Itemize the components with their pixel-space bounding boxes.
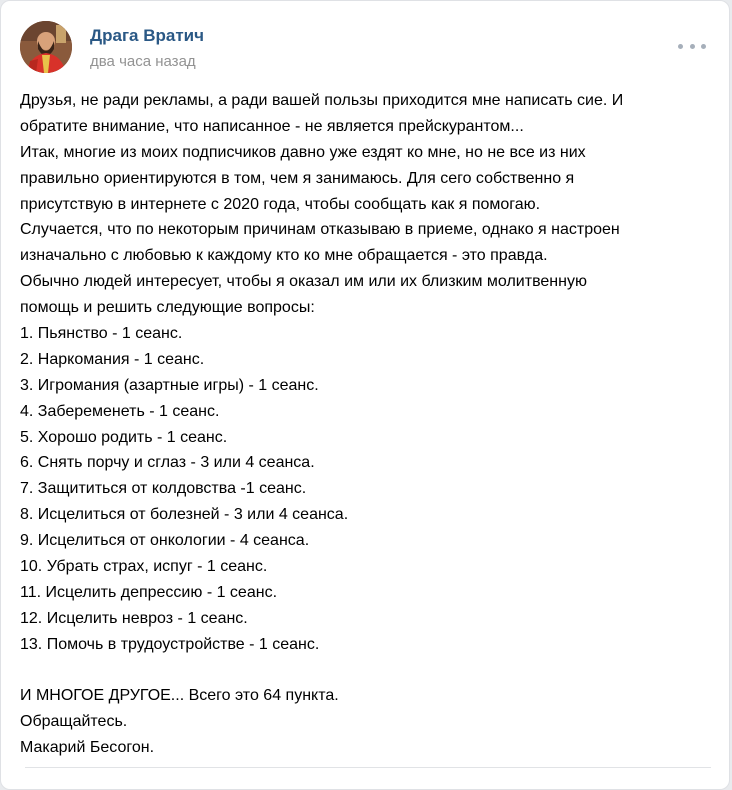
divider [25,767,711,768]
list-item: 3. Игромания (азартные игры) - 1 сеанс. [20,376,319,394]
text-line: изначально с любовью к каждому кто ко мне обращается - это правда. [20,247,548,265]
text-line: обратите внимание, что написанное - не является прейскурантом... [20,117,524,135]
list-item: 9. Исцелиться от онкологии - 4 сеанса. [20,532,310,550]
text-line: Обычно людей интересует, чтобы я оказал им или их близким молитвенную [20,273,587,291]
dot [701,44,706,49]
dot [678,44,683,49]
closing-line: И МНОГОЕ ДРУГОЕ... Всего это 64 пункта. [20,687,339,705]
avatar-photo-icon [20,21,72,73]
text-line: Случается, что по некоторым причинам отказываю в приеме, однако я настроен [20,221,620,239]
blank-line [20,658,720,684]
text-line: Итак, многие из моих подписчиков давно уже ездят ко мне, но не все из них [20,143,586,161]
post-time[interactable]: два часа назад [90,53,196,70]
text-line: Друзья, не ради рекламы, а ради вашей пользы приходится мне написать сие. И [20,92,624,109]
list-item: 13. Помочь в трудоустройстве - 1 сеанс. [20,635,320,653]
list-item: 2. Наркомания - 1 сеанс. [20,350,205,368]
list-item: 7. Защититься от колдовства -1 сеанс. [20,480,307,498]
author-name[interactable]: Драга Вратич [90,26,204,45]
post-text [20,88,720,761]
text-line: присутствую в интернете с 2020 года, чтобы сообщать как я помогаю. [20,195,541,213]
list-item: 4. Забеременеть - 1 сеанс. [20,402,220,420]
list-item: 6. Снять порчу и сглаз - 3 или 4 сеанса. [20,454,315,472]
closing-line: Обращайтесь. [20,713,128,731]
list-item: 1. Пьянство - 1 сеанс. [20,325,183,343]
list-item: 10. Убрать страх, испуг - 1 сеанс. [20,558,268,576]
text-line: помощь и решить следующие вопросы: [20,299,315,317]
avatar[interactable] [20,21,72,73]
list-item: 11. Исцелить депрессию - 1 сеанс. [20,583,278,601]
signature: Макарий Бесогон. [20,739,155,757]
dot [690,44,695,49]
list-item: 12. Исцелить невроз - 1 сеанс. [20,609,248,627]
list-item: 5. Хорошо родить - 1 сеанс. [20,428,228,446]
text-line: правильно ориентируются в том, чем я занимаюсь. Для сего собственно я [20,169,575,187]
more-dots-icon[interactable] [678,39,706,53]
list-item: 8. Исцелиться от болезней - 3 или 4 сеанса. [20,506,349,524]
